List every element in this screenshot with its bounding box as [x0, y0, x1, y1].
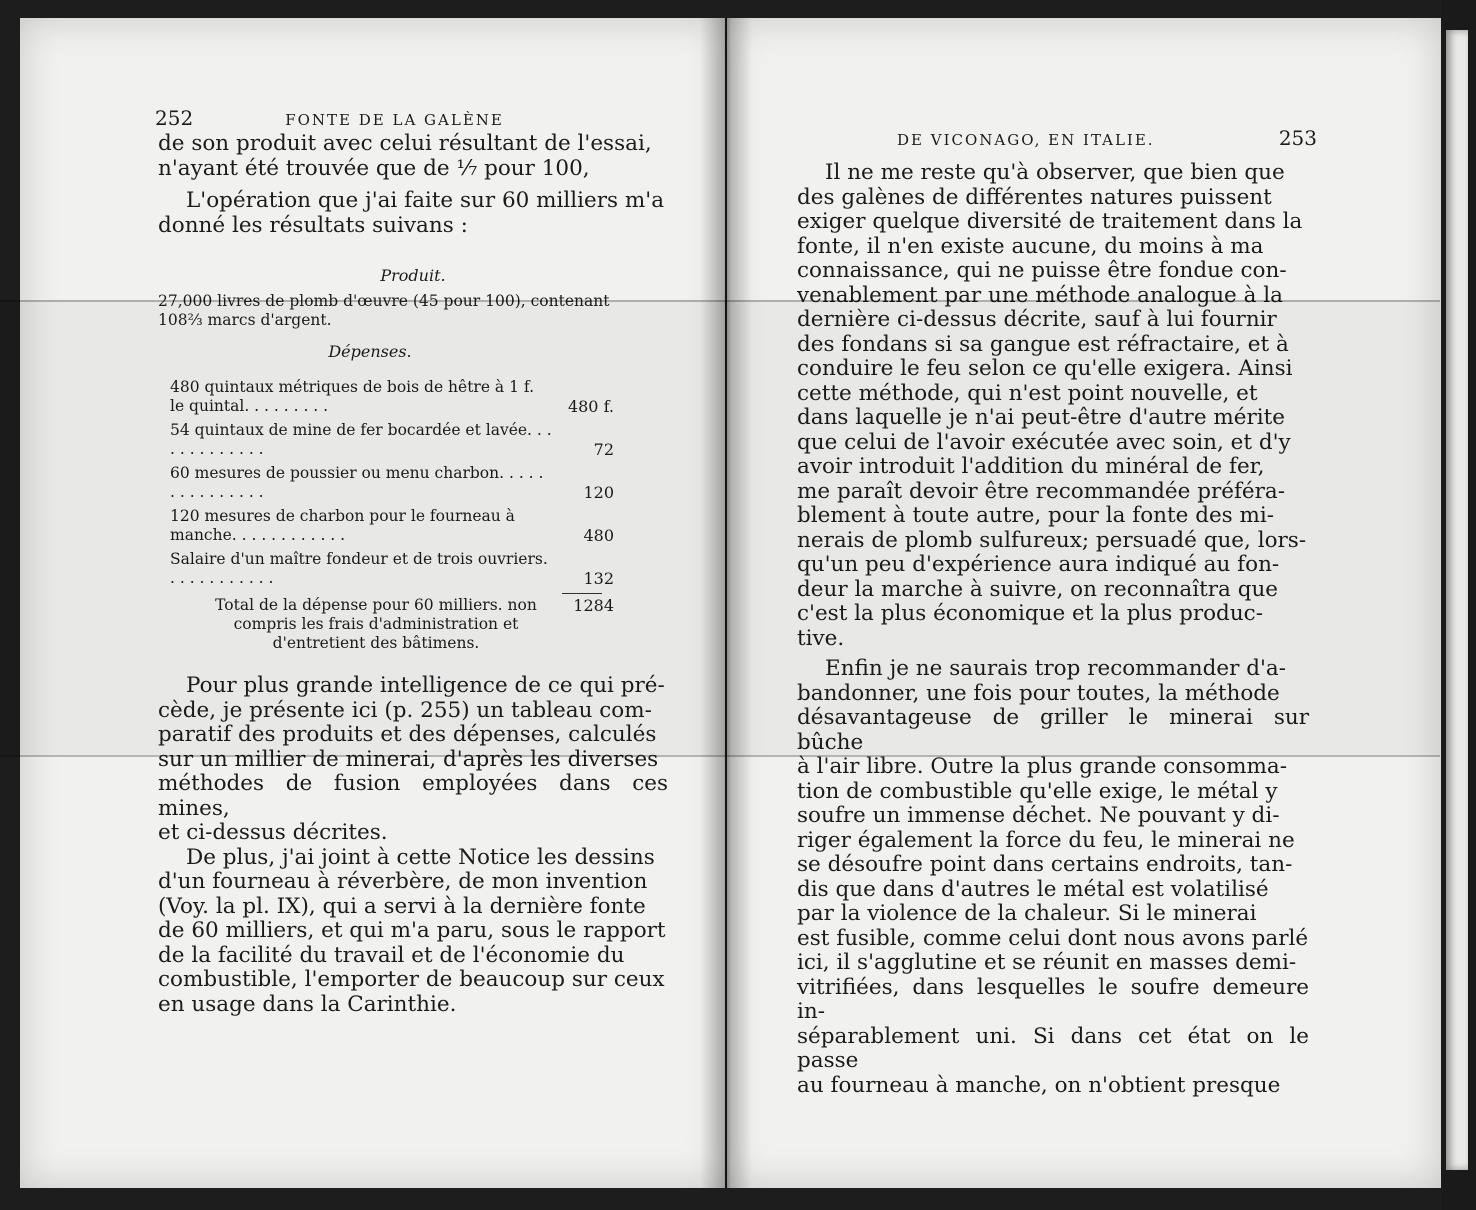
line: dernière ci-dessus décrite, sauf à lui fournir — [797, 307, 1277, 332]
left-running-head — [155, 106, 665, 130]
scan-seam-bottom — [0, 755, 1440, 757]
line: par la violence de la chaleur. Si le minerai — [797, 901, 1257, 926]
line: combustible, l'emporter de beaucoup sur ceux — [158, 967, 665, 992]
line: 108⅔ marcs d'argent. — [158, 311, 332, 329]
line: Il ne me reste qu'à observer, que bien que — [825, 160, 1285, 185]
expense-amount: 120 — [583, 483, 614, 502]
line: en usage dans la Carinthie. — [158, 991, 457, 1017]
line: soufre un immense déchet. Ne pouvant y di- — [797, 803, 1280, 828]
line: bandonner, une fois pour toutes, la méthode — [797, 680, 1280, 706]
left-top-text — [158, 132, 668, 238]
expense-label: 54 quintaux de mine de fer bocardée et lavée. . . . . . . . . . . . . — [170, 421, 552, 458]
line: dis que dans d'autres le métal est volatilisé — [797, 876, 1269, 902]
scan-band — [0, 300, 1440, 755]
produit-heading: Produit. — [380, 266, 446, 285]
expense-label: Salaire d'un maître fondeur et de trois ouvriers. . . . . . . . . . . . — [170, 550, 548, 587]
line: de la facilité du travail et de l'économie du — [158, 942, 625, 968]
expense-amount: 72 — [593, 440, 614, 459]
depenses-heading: Dépenses. — [328, 342, 412, 361]
line: venablement par une méthode analogue à la — [797, 282, 1283, 308]
line: d'un fourneau à réverbère, de mon invention — [158, 869, 648, 894]
line: tion de combustible qu'elle exige, le métal y — [797, 778, 1278, 804]
line: qu'un peu d'expérience aura indiqué au fon- — [797, 552, 1280, 577]
line: de 60 milliers, et qui m'a paru, sous le rapport — [158, 918, 666, 943]
line: exiger quelque diversité de traitement dans la — [797, 209, 1303, 234]
line: paratif des produits et des dépenses, calculés — [158, 722, 657, 747]
line: 27,000 livres de plomb d'œuvre (45 pour 100), contenant — [158, 292, 610, 310]
expense-amount: 480 f. — [567, 397, 614, 416]
expense-label: 480 quintaux métriques de bois de hêtre à 1 f. le quintal. . . . . . . . . — [170, 378, 535, 415]
line: conduire le feu selon ce qu'elle exigera. Ainsi — [797, 356, 1293, 381]
expense-label: 120 mesures de charbon pour le fourneau à manche. . . . . . . . . . . . — [170, 507, 515, 544]
line: riger également la force du feu, le minerai ne — [797, 827, 1295, 853]
line: ici, il s'agglutine et se réunit en masses demi- — [797, 950, 1297, 975]
line: L'opération que j'ai faite sur 60 milliers m'a — [186, 188, 665, 213]
line: est fusible, comme celui dont nous avons parlé — [797, 925, 1309, 951]
page-edge-strip — [1446, 30, 1468, 1170]
line: séparablement uni. Si dans cet état on le passe — [797, 1023, 1309, 1073]
line: dans laquelle je n'ai peut-être d'autre mérite — [797, 405, 1286, 430]
line: tive. — [797, 625, 845, 651]
right-running-head — [897, 126, 1317, 150]
line: De plus, j'ai joint à cette Notice les dessins — [186, 844, 655, 870]
right-head-title: DE VICONAGO, EN ITALIE. — [897, 131, 1155, 149]
total-amount: 1284 — [573, 596, 614, 615]
line: me paraît devoir être recommandée préféra- — [797, 478, 1286, 504]
line: c'est la plus économique et la plus produc- — [797, 601, 1263, 626]
line: avoir introduit l'addition du minéral de fer, — [797, 454, 1265, 479]
line: désavantageuse de griller le minerai sur bûche — [797, 705, 1309, 755]
line: Enfin je ne saurais trop recommander d'a- — [825, 656, 1286, 681]
line: Pour plus grande intelligence de ce qui pré- — [186, 673, 665, 698]
line: sur un millier de minerai, d'après les diverses — [158, 746, 659, 772]
left-head-title: FONTE DE LA GALÈNE — [285, 111, 504, 129]
line: nerais de plomb sulfureux; persuadé que, lors- — [797, 527, 1307, 553]
right-page-number: 253 — [1278, 126, 1317, 150]
line: donné les résultats suivans : — [158, 212, 468, 238]
line: se désoufre point dans certains endroits, tan- — [797, 852, 1293, 877]
line: (Voy. la pl. IX), qui a servi à la dernière fonte — [158, 893, 646, 919]
line: connaissance, qui ne puisse être fondue con- — [797, 258, 1287, 283]
line: des galènes de différentes natures puissent — [797, 184, 1272, 210]
line: vitrifiées, dans lesquelles le soufre demeure in- — [797, 974, 1309, 1024]
line: deur la marche à suivre, on reconnaîtra que — [797, 576, 1279, 602]
line: que celui de l'avoir exécutée avec soin, et d'y — [797, 429, 1291, 455]
line: n'ayant été trouvée que de ⅐ pour 100, — [158, 155, 590, 181]
line: et ci-dessus décrites. — [158, 820, 388, 845]
line: à l'air libre. Outre la plus grande consomma- — [797, 754, 1287, 779]
scan-seam-top — [0, 300, 1440, 302]
line: de son produit avec celui résultant de l'essai, — [158, 131, 652, 156]
line: blement à toute autre, pour la fonte des mi- — [797, 503, 1275, 528]
left-page-number: 252 — [155, 106, 194, 130]
line: cède, je présente ici (p. 255) un tableau com- — [158, 697, 652, 723]
line: au fourneau à manche, on n'obtient presque — [797, 1072, 1281, 1098]
expense-label: 60 mesures de poussier ou menu charbon. . . . . . . . . . . . . . . — [170, 464, 544, 501]
line: des fondans si sa gangue est réfractaire, et à — [797, 331, 1289, 357]
line: cette méthode, qui n'est point nouvelle, et — [797, 380, 1258, 406]
expense-amount: 132 — [583, 569, 614, 588]
line: fonte, il n'en existe aucune, du moins à ma — [797, 233, 1264, 259]
total-label: Total de la dépense pour 60 milliers. non compris les frais d'administration et d'entretient des bâtimens. — [215, 596, 537, 652]
expense-amount: 480 — [583, 526, 614, 545]
line: méthodes de fusion employées dans ces mines, — [158, 771, 668, 821]
